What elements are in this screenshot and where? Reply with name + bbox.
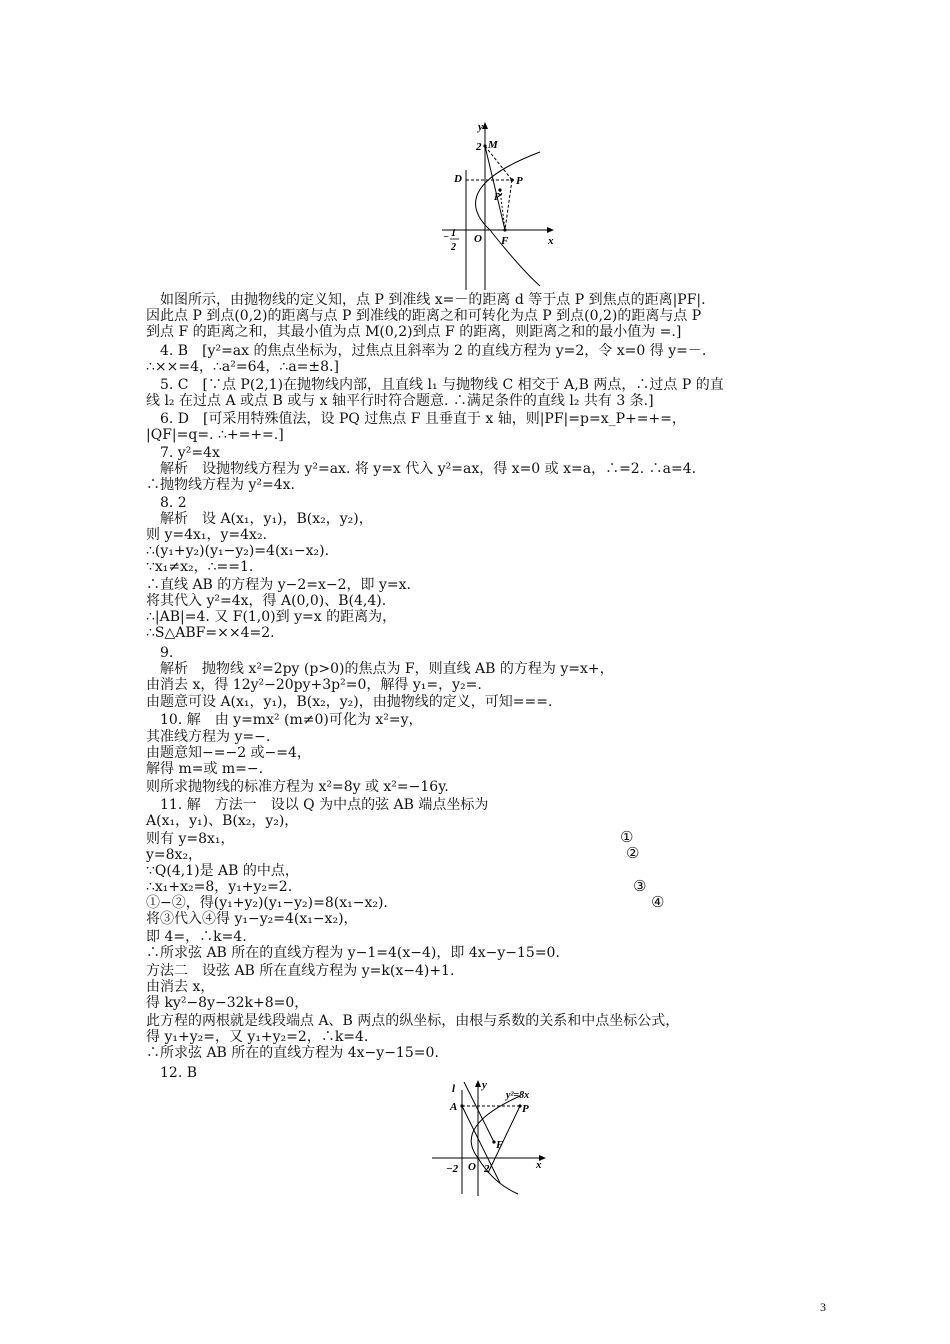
text-line: ∴x₁+x₂=8，y₁+y₂=2. <box>146 879 293 895</box>
marker-3: ③ <box>633 877 647 895</box>
text-line: 6. D [可采用特殊值法，设 PQ 过焦点 F 且垂直于 x 轴，则|PF|=p=x_P+=+=， <box>146 411 686 427</box>
label-A: A <box>450 1101 458 1113</box>
label-y2: y <box>482 1079 487 1091</box>
text-line: 12. B <box>146 1065 198 1081</box>
text-line: 解析 抛物线 x²=2py (p>0)的焦点为 F，则直线 AB 的方程为 y=x+， <box>146 661 614 677</box>
text-line: ∴S△ABF=××4=2. <box>146 625 275 641</box>
label-O: O <box>474 233 482 245</box>
label-x2: x <box>536 1159 542 1171</box>
label-eq: y²=8x <box>506 1090 530 1101</box>
label-F: F <box>501 235 509 247</box>
text-line: 11. 解 方法一 设以 Q 为中点的弦 AB 端点坐标为 <box>146 797 489 813</box>
text-line: 得 ky²−8y−32k+8=0， <box>146 995 309 1011</box>
label-two2: 2 <box>484 1163 490 1175</box>
label-l: l <box>452 1083 456 1095</box>
text-line: ∴|AB|=4. 又 F(1,0)到 y=x 的距离为， <box>146 609 397 625</box>
text-line: ∴××=4，∴a²=64，∴a=±8.] <box>146 359 339 375</box>
text-line: 则所求抛物线的标准方程为 x²=8y 或 x²=−16y. <box>146 779 449 795</box>
text-line: 如图所示，由抛物线的定义知，点 P 到准线 x=－的距离 d 等于点 P 到焦点的距离|PF|. <box>146 292 706 308</box>
text-line: 将其代入 y²=4x，得 A(0,0)、B(4,4). <box>146 593 387 609</box>
text-line: y=8x₂， <box>146 847 203 863</box>
text-line: ∴所求弦 AB 所在的直线方程为 4x−y−15=0. <box>146 1045 439 1061</box>
label-F2: F <box>496 1139 504 1151</box>
page-number: 3 <box>820 1300 826 1314</box>
text-line: 则有 y=8x₁， <box>146 831 235 847</box>
marker-2: ② <box>626 844 640 862</box>
label-P: P <box>516 175 523 187</box>
text-line: 到点 F 的距离之和，其最小值为点 M(0,2)到点 F 的距离，则距离之和的最小值为 =.] <box>146 324 682 340</box>
text-line: 则 y=4x₁，y=4x₂. <box>146 527 268 543</box>
text-line: 因此点 P 到点(0,2)的距离与点 P 到准线的距离之和可转化为点 P 到点(0,2)的距离与点 P <box>146 308 702 324</box>
text-line: 方法二 设弦 AB 所在直线方程为 y=k(x−4)+1. <box>146 963 455 979</box>
text-line: 5. C [∵点 P(2,1)在抛物线内部，且直线 l₁ 与抛物线 C 相交于 A,B 两点，∴过点 P 的直 <box>146 377 724 393</box>
label-x: x <box>548 235 554 247</box>
text-line: 解析 设 A(x₁，y₁)，B(x₂，y₂)， <box>146 511 373 527</box>
label-P1: P′ <box>494 192 503 203</box>
text-line: ∴抛物线方程为 y²=4x. <box>146 477 295 493</box>
text-line: |QF|=q=. ∴+=+=.] <box>146 427 284 443</box>
text-line: ∵x₁≠x₂，∴==1. <box>146 559 254 575</box>
text-line: 其准线方程为 y=−. <box>146 729 271 745</box>
text-line: 由题意知−=−2 或−=4， <box>146 745 311 761</box>
text-line: 即 4=，∴k=4. <box>146 929 247 945</box>
label-neg2: −2 <box>446 1163 459 1175</box>
text-line: 线 l₂ 在过点 A 或点 B 或与 x 轴平行时符合题意. ∴满足条件的直线 l₂ 共有 3 条.] <box>146 393 654 409</box>
text-line: 由消去 x， <box>146 979 215 995</box>
label-half-num: 1 <box>451 228 456 239</box>
label-y: y <box>478 121 483 133</box>
label-half-den: 2 <box>451 242 456 253</box>
text-line: 10. 解 由 y=mx² (m≠0)可化为 x²=y， <box>146 712 423 728</box>
figure-parabola-2 <box>428 1078 548 1198</box>
text-line: 4. B [y²=ax 的焦点坐标为，过焦点且斜率为 2 的直线方程为 y=2，令 x=0 得 y=－. <box>146 343 707 359</box>
text-line: 得 y₁+y₂=，又 y₁+y₂=2，∴k=4. <box>146 1029 369 1045</box>
text-line: 解析 设抛物线方程为 y²=ax. 将 y=x 代入 y²=ax，得 x=0 或 x=a，∴=2. ∴a=4. <box>146 461 697 477</box>
text-line: ∴直线 AB 的方程为 y−2=x−2，即 y=x. <box>146 577 411 593</box>
label-O2: O <box>468 1161 476 1173</box>
text-line: ∴所求弦 AB 所在的直线方程为 y−1=4(x−4)，即 4x−y−15=0. <box>146 945 560 961</box>
label-P2: P <box>522 1103 529 1115</box>
label-D: D <box>454 173 462 185</box>
text-line: 将③代入④得 y₁−y₂=4(x₁−x₂)， <box>146 911 358 927</box>
text-line: ∴(y₁+y₂)(y₁−y₂)=4(x₁−x₂). <box>146 543 330 559</box>
marker-1: ① <box>620 828 634 846</box>
text-line: 此方程的两根就是线段端点 A、B 两点的纵坐标，由根与系数的关系和中点坐标公式， <box>146 1013 680 1029</box>
text-line: 8. 2 <box>146 495 187 511</box>
figure-parabola-1 <box>440 118 580 293</box>
text-line: ①−②，得(y₁+y₂)(y₁−y₂)=8(x₁−x₂). <box>146 895 388 911</box>
text-line: 由消去 x，得 12y²−20py+3p²=0，解得 y₁=，y₂=. <box>146 677 482 693</box>
text-line: 解得 m=或 m=−. <box>146 761 264 777</box>
text-line: 9. <box>146 645 174 661</box>
text-line: A(x₁，y₁)、B(x₂，y₂)， <box>146 813 299 829</box>
label-two: 2 <box>476 141 482 153</box>
label-M: M <box>488 139 498 151</box>
text-line: 由题意可设 A(x₁，y₁)，B(x₂，y₂)，由抛物线的定义，可知===. <box>146 694 553 710</box>
label-minus: − <box>443 232 450 243</box>
text-line: ∵Q(4,1)是 AB 的中点， <box>146 863 299 879</box>
marker-4: ④ <box>651 893 665 911</box>
text-line: 7. y²=4x <box>146 445 220 461</box>
